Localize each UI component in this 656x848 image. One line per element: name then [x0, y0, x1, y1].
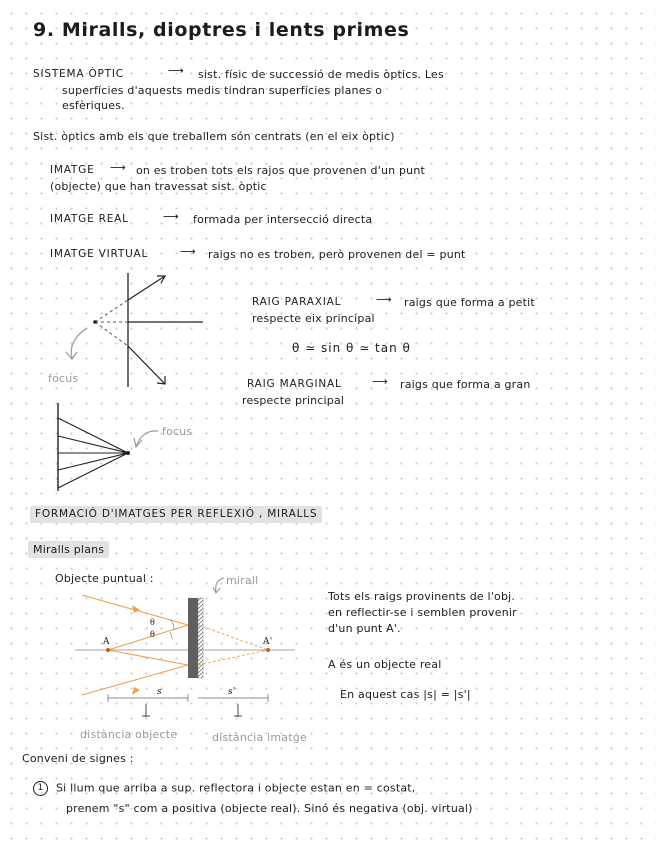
centered-note: Sist. òptics amb els que treballem són centrats (en el eix òptic) [33, 130, 395, 143]
raig-paraxial-def-2: respecte eix principal [252, 312, 375, 325]
conveni-heading: Conveni de signes : [22, 752, 134, 765]
imatge-real-def: formada per intersecció directa [193, 213, 373, 226]
point-a-prime-label: A' [263, 637, 273, 647]
mirall-label: mirall [226, 574, 259, 587]
objecte-puntual-label: Objecte puntual : [55, 572, 154, 585]
focus-label-2: focus [162, 425, 193, 438]
real-focus-diagram [50, 400, 225, 495]
arrow-icon: ⟶ [180, 245, 196, 258]
mirror-text-4: A és un objecte real [328, 658, 442, 671]
small-angle-formula: θ ≃ sin θ ≃ tan θ [292, 341, 411, 355]
arrow-icon: ⟶ [163, 210, 179, 223]
s-label: s [157, 687, 162, 697]
theta-label-1: θ [150, 618, 156, 627]
conveni-line-2: prenem "s" com a positiva (objecte real). Sinó és negativa (obj. virtual) [66, 802, 473, 815]
sistema-optic-def-2: superfícies d'aquests medis tindran superfícies planes o [62, 84, 383, 97]
sistema-optic-def-3: esfèriques. [62, 99, 125, 112]
conveni-line-1: Si llum que arriba a sup. reflectora i objecte estan en = costat, [56, 781, 416, 795]
arrow-icon: ⟶ [372, 375, 388, 388]
arrow-icon: ⟶ [110, 161, 126, 174]
focus-label-1: focus [48, 372, 79, 385]
raig-marginal-def-2: respecte principal [242, 394, 345, 407]
s-prime-label: s' [228, 687, 236, 697]
conveni-rule-1 [33, 781, 415, 796]
imatge-real-term: IMATGE REAL [50, 213, 129, 225]
raig-paraxial-term: RAIG PARAXIAL [252, 296, 342, 308]
dist-imatge-label: distància imatge [212, 731, 307, 744]
imatge-virtual-def: raigs no es troben, però provenen del = punt [208, 248, 466, 261]
mirror-text-5: En aquest cas |s| = |s'| [340, 688, 471, 701]
raig-marginal-term: RAIG MARGINAL [247, 378, 342, 390]
point-a-label: A [103, 637, 110, 647]
arrow-icon: ⟶ [376, 293, 392, 306]
plane-mirror-diagram [70, 585, 300, 720]
raig-marginal-def-1: raigs que forma a gran [400, 378, 531, 391]
number-circle-icon: 1 [33, 781, 48, 796]
dist-objecte-label: distància objecte [80, 728, 178, 741]
theta-label-2: θ [150, 630, 156, 639]
subheading-miralls-plans: Miralls plans [28, 541, 109, 558]
virtual-focus-diagram [55, 270, 215, 395]
sistema-optic-term: SISTEMA ÒPTIC [33, 68, 124, 80]
mirror-text-3: d'un punt A'. [328, 622, 401, 635]
imatge-def-2: (objecte) que han travessat sist. òptic [50, 180, 267, 193]
imatge-virtual-term: IMATGE VIRTUAL [50, 248, 149, 260]
section-heading-miralls: FORMACIÓ D'IMATGES PER REFLEXIÓ , MIRALLS [30, 506, 322, 523]
mirror-text-2: en reflectir-se i semblen provenir [328, 606, 517, 619]
page-title: 9. Miralls, dioptres i lents primes [33, 19, 410, 41]
arrow-icon: ⟶ [168, 64, 184, 77]
sistema-optic-def-1: sist. físic de successió de medis òptics. Les [198, 68, 444, 81]
imatge-term: IMATGE [50, 164, 95, 176]
raig-paraxial-def-1: raigs que forma a petit [404, 296, 535, 309]
imatge-def-1: on es troben tots els rajos que provenen d'un punt [136, 164, 426, 177]
mirror-text-1: Tots els raigs provinents de l'obj. [328, 590, 516, 603]
